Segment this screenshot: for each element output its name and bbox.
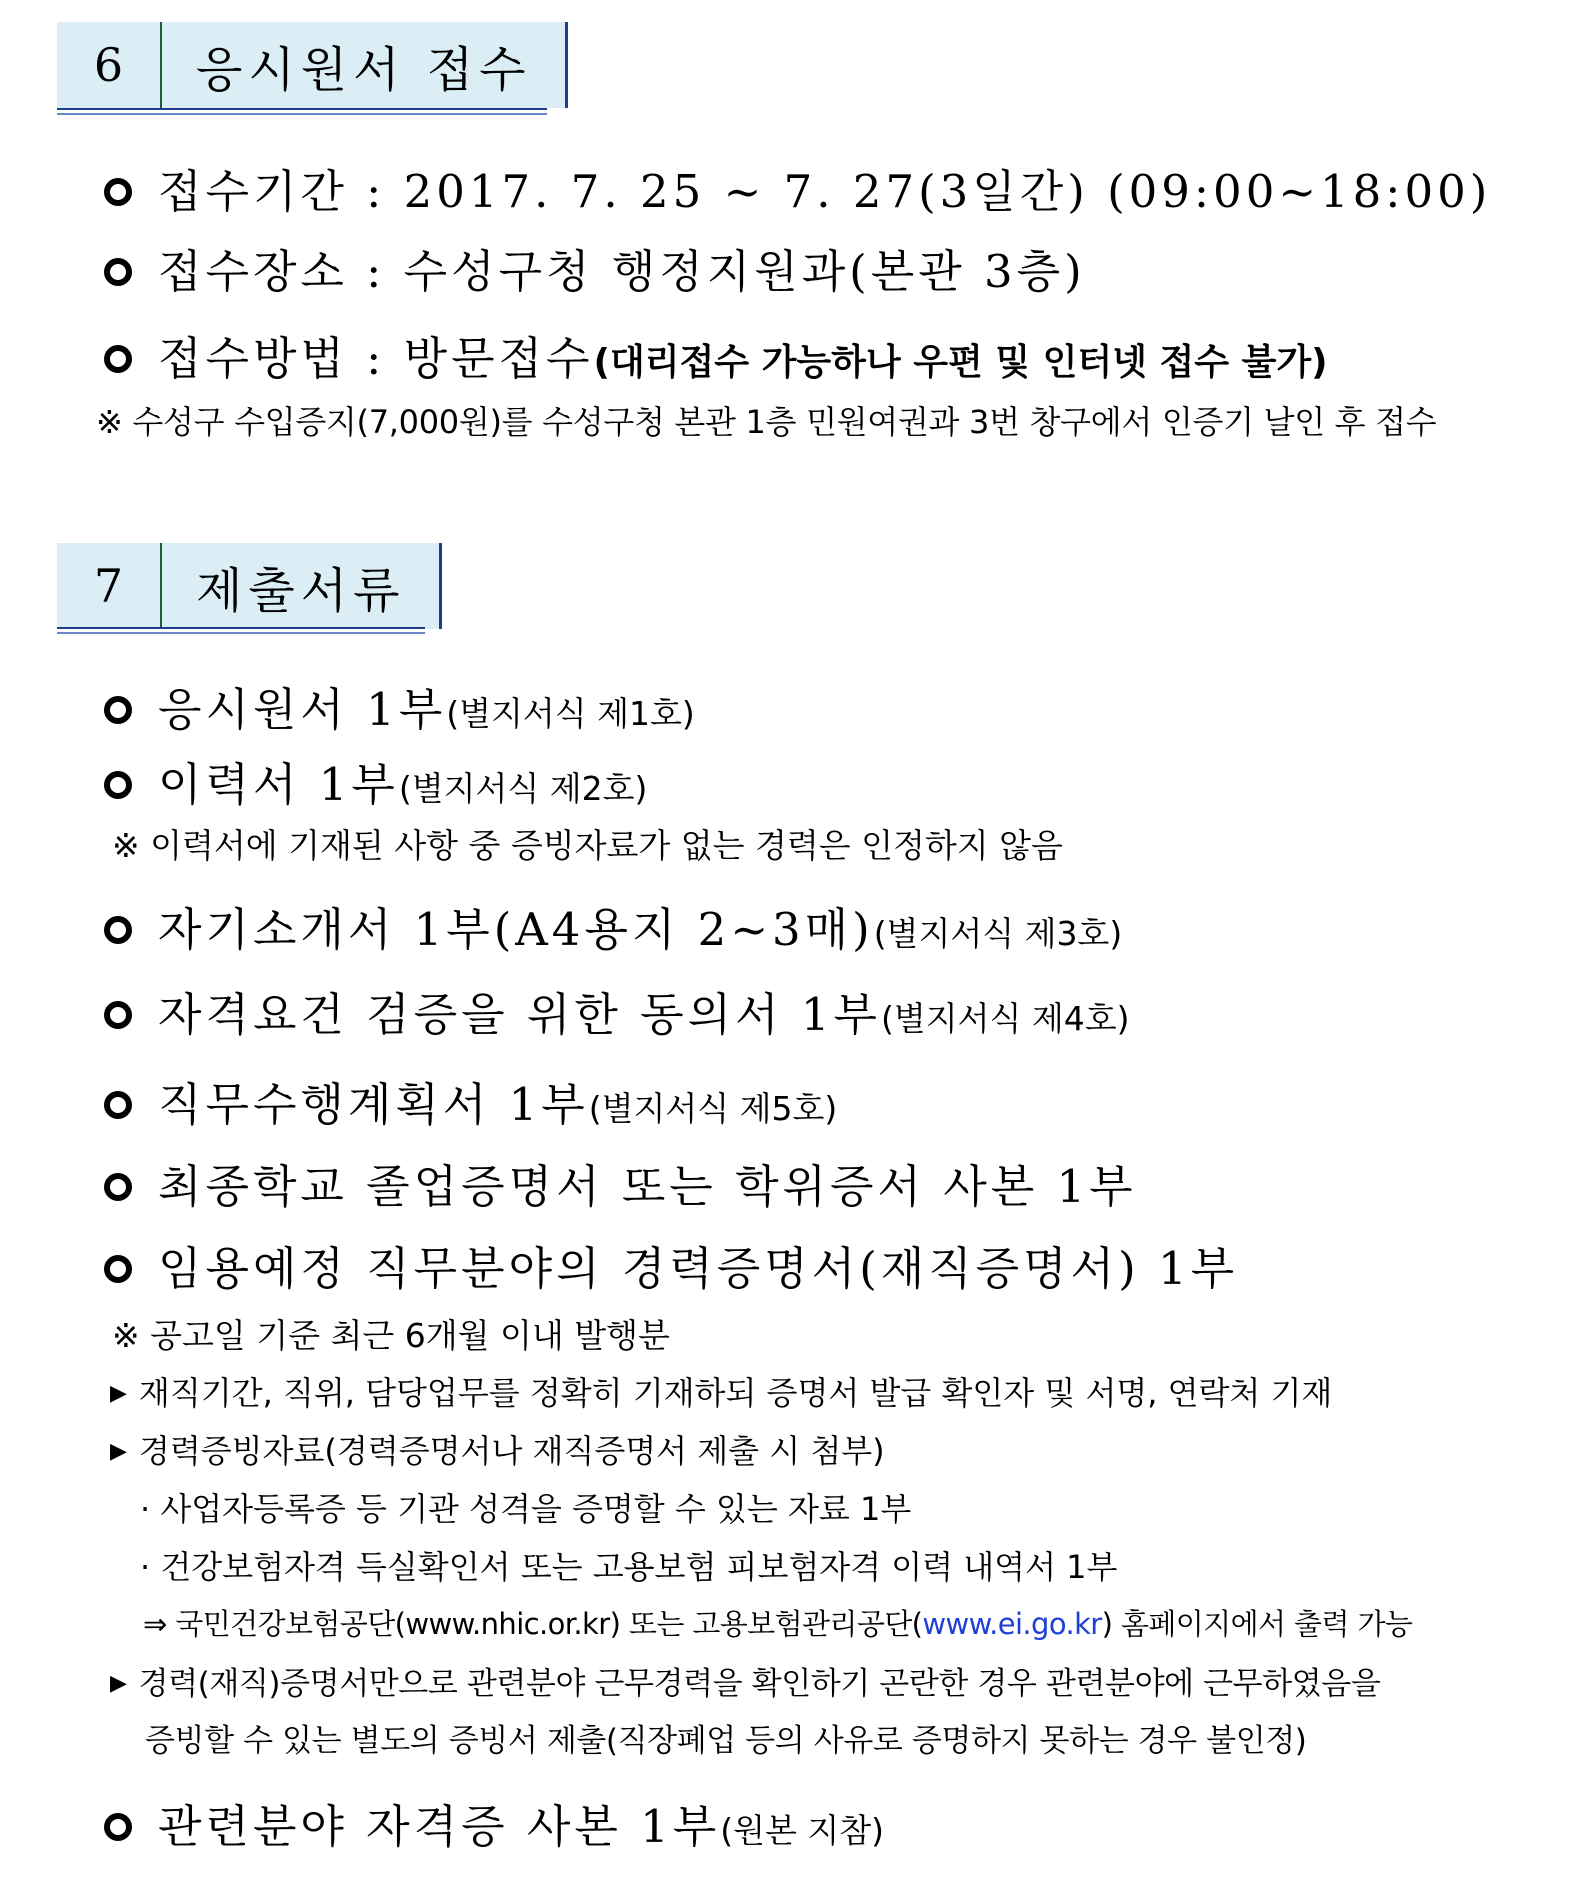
list-item: 이력서 1부(별지서식 제2호)	[104, 748, 647, 813]
list-item: 관련분야 자격증 사본 1부(원본 지참)	[104, 1790, 884, 1855]
section-title: 응시원서 접수	[196, 41, 532, 98]
note-text: ※ 공고일 기준 최근 6개월 이내 발행분	[112, 1316, 670, 1355]
section-title: 제출서류	[196, 562, 406, 619]
list-item: 직무수행계획서 1부(별지서식 제5호)	[104, 1068, 837, 1133]
list-item: 자격요건 검증을 위한 동의서 1부(별지서식 제4호)	[104, 978, 1129, 1043]
right-triangle-icon: ▶	[110, 1381, 127, 1406]
list-item: 응시원서 1부(별지서식 제1호)	[104, 673, 695, 738]
hollow-circle-icon	[104, 1255, 132, 1283]
section-6-underline	[57, 108, 547, 115]
section-7-header	[57, 543, 442, 629]
hollow-circle-icon	[104, 1001, 132, 1029]
note-text: ※ 이력서에 기재된 사항 중 증빙자료가 없는 경력은 인정하지 않음	[112, 826, 1063, 865]
hollow-circle-icon	[104, 916, 132, 944]
list-item: 접수방법 : 방문접수(대리접수 가능하나 우편 및 인터넷 접수 불가)	[104, 322, 1328, 387]
list-item: 접수장소 : 수성구청 행정지원과(본관 3층)	[104, 235, 1086, 300]
section-number: 6	[57, 22, 162, 108]
arrow-item: ▶ 재직기간, 직위, 담당업무를 정확히 기재하되 증명서 발급 확인자 및 서명, 연락처 기재	[110, 1374, 1333, 1412]
hollow-circle-icon	[104, 1813, 132, 1841]
hollow-circle-icon	[104, 345, 132, 373]
hollow-circle-icon	[104, 178, 132, 206]
hollow-circle-icon	[104, 1091, 132, 1119]
arrow-continuation: 증빙할 수 있는 별도의 증빙서 제출(직장폐업 등의 사유로 증명하지 못하는 경우 불인정)	[145, 1723, 1307, 1759]
list-item: 접수기간 : 2017. 7. 25 ~ 7. 27(3일간) (09:00~18:00)	[104, 155, 1491, 220]
hollow-circle-icon	[104, 696, 132, 724]
list-item: 자기소개서 1부(A4용지 2~3매)(별지서식 제3호)	[104, 893, 1122, 958]
arrow-item: ▶ 경력증빙자료(경력증명서나 재직증명서 제출 시 첨부)	[110, 1432, 885, 1470]
hollow-circle-icon	[104, 258, 132, 286]
ei-link[interactable]: www.ei.go.kr	[922, 1607, 1102, 1641]
section-6-header	[57, 22, 568, 108]
right-triangle-icon: ▶	[110, 1439, 127, 1464]
note-text: ※ 수성구 수입증지(7,000원)를 수성구청 본관 1층 민원여권과 3번 창구에서 인증기 날인 후 접수	[96, 403, 1437, 441]
right-triangle-icon: ▶	[110, 1671, 127, 1696]
list-item: 최종학교 졸업증명서 또는 학위증서 사본 1부	[104, 1150, 1137, 1215]
hollow-circle-icon	[104, 1173, 132, 1201]
dot-item: · 건강보험자격 득실확인서 또는 고용보험 피보험자격 이력 내역서 1부	[140, 1548, 1118, 1586]
section-7-underline	[57, 627, 425, 634]
arrow-item: ▶ 경력(재직)증명서만으로 관련분야 근무경력을 확인하기 곤란한 경우 관련분야에 근무하였음을	[110, 1666, 1381, 1702]
print-note: ⇒ 국민건강보험공단(www.nhic.or.kr) 또는 고용보험관리공단(www.ei.go.kr) 홈페이지에서 출력 가능	[143, 1607, 1413, 1641]
hollow-circle-icon	[104, 771, 132, 799]
dot-item: · 사업자등록증 등 기관 성격을 증명할 수 있는 자료 1부	[140, 1490, 912, 1528]
list-item: 임용예정 직무분야의 경력증명서(재직증명서) 1부	[104, 1232, 1238, 1297]
section-number: 7	[57, 543, 162, 629]
